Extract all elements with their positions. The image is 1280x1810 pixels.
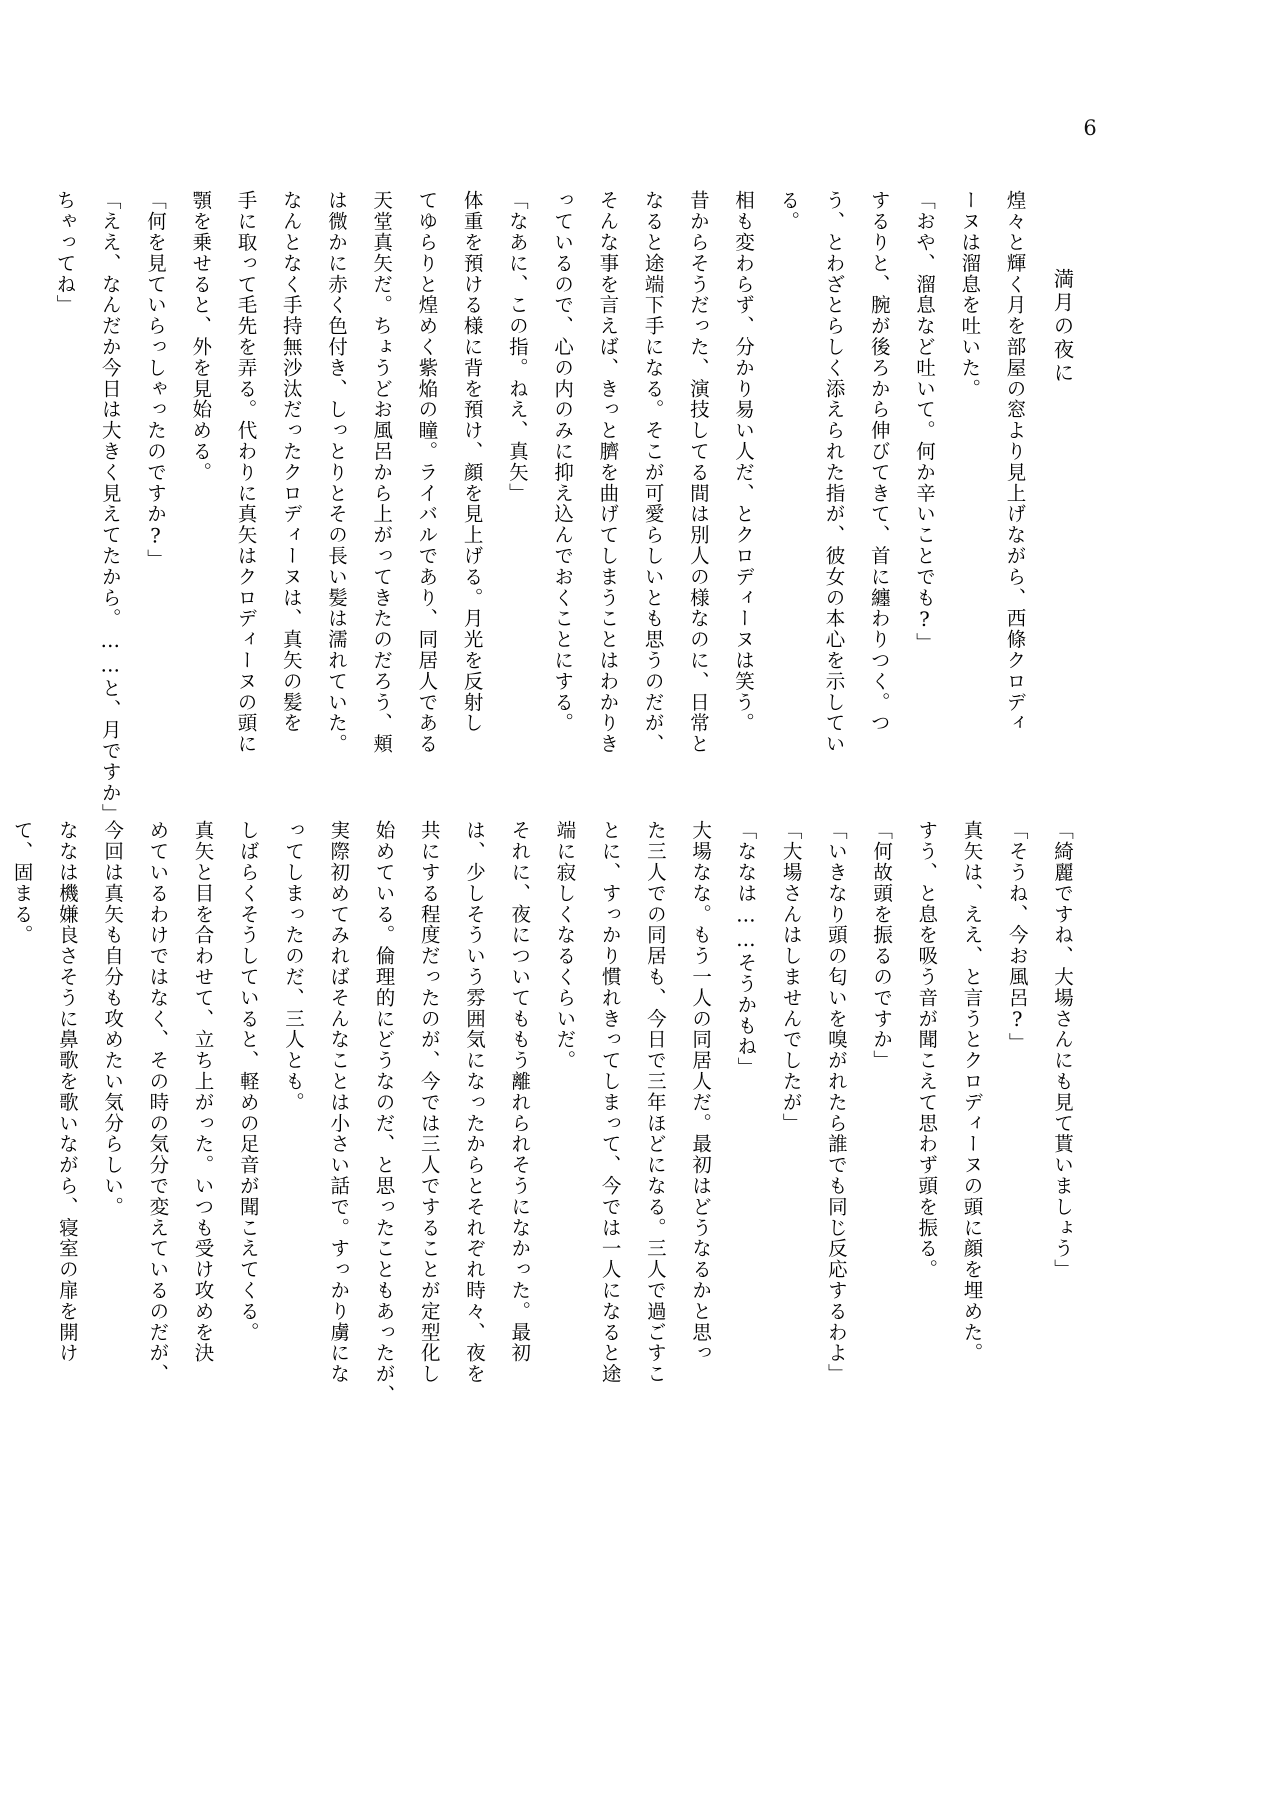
text-column: 「いきなり頭の匂いを嗅がれたら誰でも同じ反応するわよ」 [824, 820, 848, 1385]
text-column: 体重を預ける様に背を預け、顔を見上げる。月光を反射し [460, 190, 484, 734]
text-column: 共にする程度だったのが、今では三人ですることが定型化し [417, 820, 441, 1385]
page-number: 6 [1083, 116, 1097, 140]
text-block-lower [10, 820, 1085, 1440]
text-column: すう、と息を吸う音が聞こえて思わず頭を振る。 [915, 820, 939, 1280]
text-column: 「何故頭を振るのですか」 [870, 820, 894, 1071]
text-column: ちゃってね」 [53, 190, 77, 316]
text-column: するりと、腕が後ろから伸びてきて、首に纏わりつく。つ [867, 190, 891, 734]
text-column: う、とわざとらしく添えられた指が、彼女の本心を示してい [822, 190, 846, 755]
text-column: 「なあに、この指。ねえ、真矢」 [505, 190, 529, 504]
text-column: なると途端下手になる。そこが可愛らしいとも思うのだが、 [641, 190, 665, 755]
text-column: る。 [777, 190, 801, 232]
text-column: そんな事を言えば、きっと臍を曲げてしまうことはわかりき [596, 190, 620, 755]
text-column: とに、すっかり慣れきってしまって、今では一人になると途 [598, 820, 622, 1385]
text-column: めているわけではなく、その時の気分で変えているのだが、 [146, 820, 170, 1385]
text-column: ってしまったのだ、三人とも。 [282, 820, 306, 1113]
text-column: ななは機嫌良さそうに鼻歌を歌いながら、寝室の扉を開け [55, 820, 79, 1364]
text-column: っているので、心の内のみに抑え込んでおくことにする。 [551, 190, 575, 734]
text-column: 大場なな。もう一人の同居人だ。最初はどうなるかと思っ [689, 820, 713, 1364]
text-column: 実際初めてみればそんなことは小さい話で。すっかり虜にな [327, 820, 351, 1385]
text-column: ーヌは溜息を吐いた。 [958, 190, 982, 399]
text-column: た三人での同居も、今日で三年ほどになる。三人で過ごすこ [643, 820, 667, 1385]
text-column: 手に取って毛先を弄る。代わりに真矢はクロディーヌの頭に [234, 190, 258, 755]
text-column: 「大場さんはしませんでしたが」 [779, 820, 803, 1134]
text-column: 真矢と目を合わせて、立ち上がった。いつも受け攻めを決 [191, 820, 215, 1364]
text-column: は微かに赤く色付き、しっとりとその長い髪は濡れていた。 [324, 190, 348, 755]
text-column: 相も変わらず、分かり易い人だ、とクロディーヌは笑う。 [732, 190, 756, 734]
text-column: しばらくそうしていると、軽めの足音が聞こえてくる。 [236, 820, 260, 1343]
text-block-upper [53, 190, 1085, 824]
text-column: 「おや、溜息など吐いて。何か辛いことでも?」 [912, 190, 936, 654]
text-column: は、少しそういう雰囲気になったからとそれぞれ時々、夜を [462, 820, 486, 1385]
text-column: 「ええ、なんだか今日は大きく見えてたから。……と、月ですか」 [98, 190, 122, 824]
page-title [0, 0, 1, 1]
text-column: てゆらりと煌めく紫焔の瞳。ライバルであり、同居人である [415, 190, 439, 755]
text-column: 「ななは……そうかもね」 [734, 820, 758, 1078]
text-column: 煌々と輝く月を部屋の窓より見上げながら、西條クロディ [1003, 190, 1027, 734]
text-column: 顎を乗せると、外を見始める。 [189, 190, 213, 483]
text-column: それに、夜についてももう離れられそうになかった。最初 [508, 820, 532, 1364]
text-column: 昔からそうだった、演技してる間は別人の様なのに、日常と [686, 190, 710, 755]
text-column: 端に寂しくなるくらいだ。 [553, 820, 577, 1071]
text-column: 天堂真矢だ。ちょうどお風呂から上がってきたのだろう、頬 [370, 190, 394, 755]
text-column: なんとなく手持無沙汰だったクロディーヌは、真矢の髪を [279, 190, 303, 734]
text-column: 「何を見ていらっしゃったのですか?」 [144, 190, 167, 570]
text-column: 真矢は、ええ、と言うとクロディーヌの頭に顔を埋めた。 [960, 820, 984, 1364]
text-column: 今回は真矢も自分も攻めたい気分らしい。 [101, 820, 125, 1218]
text-column: 「そうね、今お風呂?」 [1005, 820, 1029, 1054]
text-column: 「綺麗ですね、大場さんにも見て貰いましょう」 [1051, 820, 1074, 1280]
text-column: 始めている。倫理的にどうなのだ、と思ったこともあったが、 [372, 820, 396, 1406]
section-title: 満月の夜に [1050, 268, 1074, 386]
text-column: て、固まる。 [10, 820, 34, 946]
